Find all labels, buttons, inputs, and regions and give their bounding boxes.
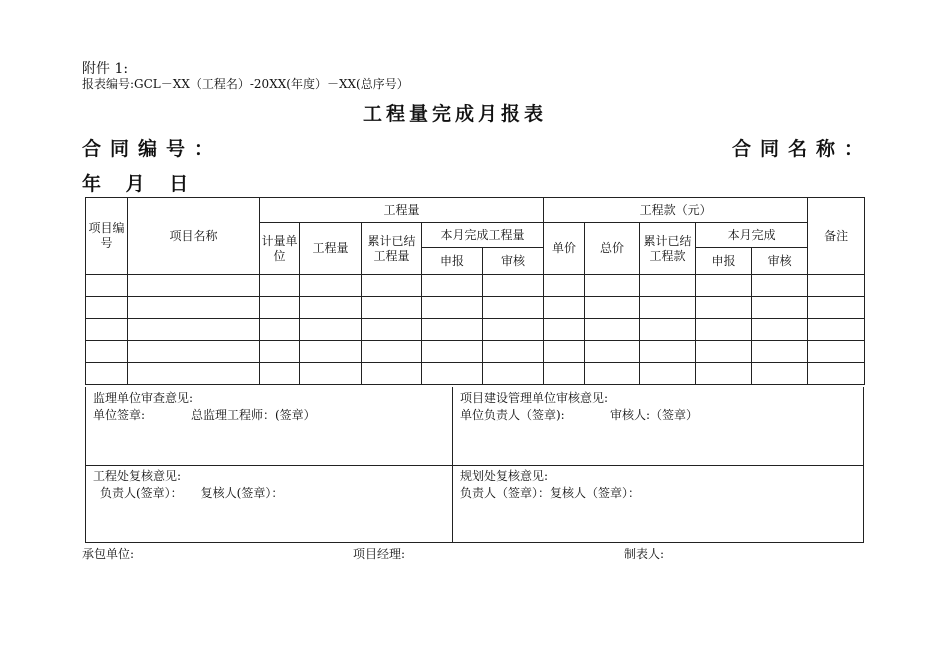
table-cell	[300, 297, 362, 319]
table-row	[86, 363, 865, 385]
sub-report-amount: 申报	[696, 248, 752, 275]
table-cell	[483, 275, 544, 297]
table-cell	[483, 363, 544, 385]
table-cell	[260, 297, 300, 319]
table-cell	[808, 297, 865, 319]
table-cell	[86, 363, 128, 385]
construction-mgmt-head: 单位负责人（签章):	[460, 408, 565, 422]
table-cell	[300, 275, 362, 297]
table-cell	[362, 363, 422, 385]
opinion-section	[85, 387, 864, 543]
table-cell	[696, 297, 752, 319]
table-cell	[260, 319, 300, 341]
col-item-no: 项目编号	[86, 198, 128, 275]
construction-mgmt-reviewer: 审核人:（签章）	[610, 408, 699, 422]
group-quantity: 工程量	[260, 198, 544, 223]
table-cell	[422, 363, 483, 385]
table-cell	[544, 275, 585, 297]
page-title: 工程量完成月报表	[362, 103, 547, 125]
table-cell	[640, 341, 696, 363]
table-row	[86, 319, 865, 341]
footer-contractor: 承包单位:	[82, 547, 135, 561]
table-cell	[300, 341, 362, 363]
table-cell	[86, 297, 128, 319]
table-cell	[260, 363, 300, 385]
col-unit: 计量单位	[260, 223, 300, 275]
table-cell	[483, 297, 544, 319]
table-cell	[483, 319, 544, 341]
table-cell	[422, 275, 483, 297]
table-cell	[752, 341, 808, 363]
table-cell	[696, 275, 752, 297]
table-cell	[544, 363, 585, 385]
table-cell	[362, 297, 422, 319]
table-cell	[585, 275, 640, 297]
table-cell	[128, 275, 260, 297]
col-quantity: 工程量	[300, 223, 362, 275]
table-cell	[585, 297, 640, 319]
date-label: 年 月 日	[82, 173, 198, 195]
table-cell	[752, 297, 808, 319]
opinion-divider-horizontal	[86, 465, 863, 466]
sub-report-quantity: 申报	[422, 248, 483, 275]
table-cell	[483, 341, 544, 363]
table-cell	[640, 275, 696, 297]
table-cell	[752, 275, 808, 297]
table-cell	[544, 319, 585, 341]
table-cell	[86, 341, 128, 363]
table-cell	[260, 275, 300, 297]
table-cell	[422, 319, 483, 341]
table-row	[86, 297, 865, 319]
contract-no-label: 合同编号：	[82, 138, 223, 160]
group-amount: 工程款（元）	[544, 198, 808, 223]
sub-review-quantity: 审核	[483, 248, 544, 275]
table-cell	[640, 319, 696, 341]
table-cell	[422, 341, 483, 363]
supervision-sign: 单位签章:	[93, 408, 146, 422]
table-cell	[128, 297, 260, 319]
table-cell	[585, 319, 640, 341]
table-cell	[260, 341, 300, 363]
col-cum-amount: 累计已结工程款	[640, 223, 696, 275]
table-cell	[640, 297, 696, 319]
quantity-table	[85, 197, 865, 385]
table-cell	[808, 275, 865, 297]
contract-name-label: 合同名称：	[732, 138, 873, 160]
table-cell	[128, 341, 260, 363]
table-cell	[422, 297, 483, 319]
table-cell	[544, 297, 585, 319]
group-month-amount: 本月完成	[696, 223, 808, 248]
col-remark: 备注	[808, 198, 865, 275]
table-cell	[696, 341, 752, 363]
construction-mgmt-title: 项目建设管理单位审核意见:	[460, 391, 609, 405]
table-cell	[300, 363, 362, 385]
table-cell	[585, 341, 640, 363]
footer-project-manager: 项目经理:	[353, 547, 406, 561]
table-cell	[300, 319, 362, 341]
attachment-label: 附件 1:	[82, 61, 129, 77]
report-code: 报表编号:GCL－XX（工程名）-20XX(年度）－XX(总序号）	[82, 77, 409, 91]
table-cell	[752, 363, 808, 385]
table-cell	[544, 341, 585, 363]
col-unit-price: 单价	[544, 223, 585, 275]
supervision-engineer: 总监理工程师：(签章）	[191, 408, 316, 422]
table-cell	[362, 275, 422, 297]
table-cell	[696, 363, 752, 385]
engineering-dept-title: 工程处复核意见:	[93, 469, 182, 483]
table-cell	[362, 319, 422, 341]
table-cell	[86, 275, 128, 297]
table-cell	[808, 319, 865, 341]
table-cell	[808, 363, 865, 385]
table-cell	[808, 341, 865, 363]
planning-dept-title: 规划处复核意见:	[460, 469, 549, 483]
engineering-dept-sign: 负责人(签章）： 复核人(签章）：	[100, 486, 284, 500]
col-item-name: 项目名称	[128, 198, 260, 275]
footer-preparer: 制表人:	[624, 547, 665, 561]
group-month-quantity: 本月完成工程量	[422, 223, 544, 248]
table-cell	[362, 341, 422, 363]
table-row	[86, 341, 865, 363]
col-cum-quantity: 累计已结工程量	[362, 223, 422, 275]
supervision-opinion-title: 监理单位审查意见:	[93, 391, 194, 405]
table-cell	[86, 319, 128, 341]
table-cell	[128, 319, 260, 341]
table-cell	[585, 363, 640, 385]
table-row	[86, 275, 865, 297]
planning-dept-sign: 负责人（签章）：复核人（签章）：	[460, 486, 641, 500]
table-cell	[128, 363, 260, 385]
col-total-price: 总价	[585, 223, 640, 275]
table-cell	[752, 319, 808, 341]
table-cell	[640, 363, 696, 385]
sub-review-amount: 审核	[752, 248, 808, 275]
table-cell	[696, 319, 752, 341]
